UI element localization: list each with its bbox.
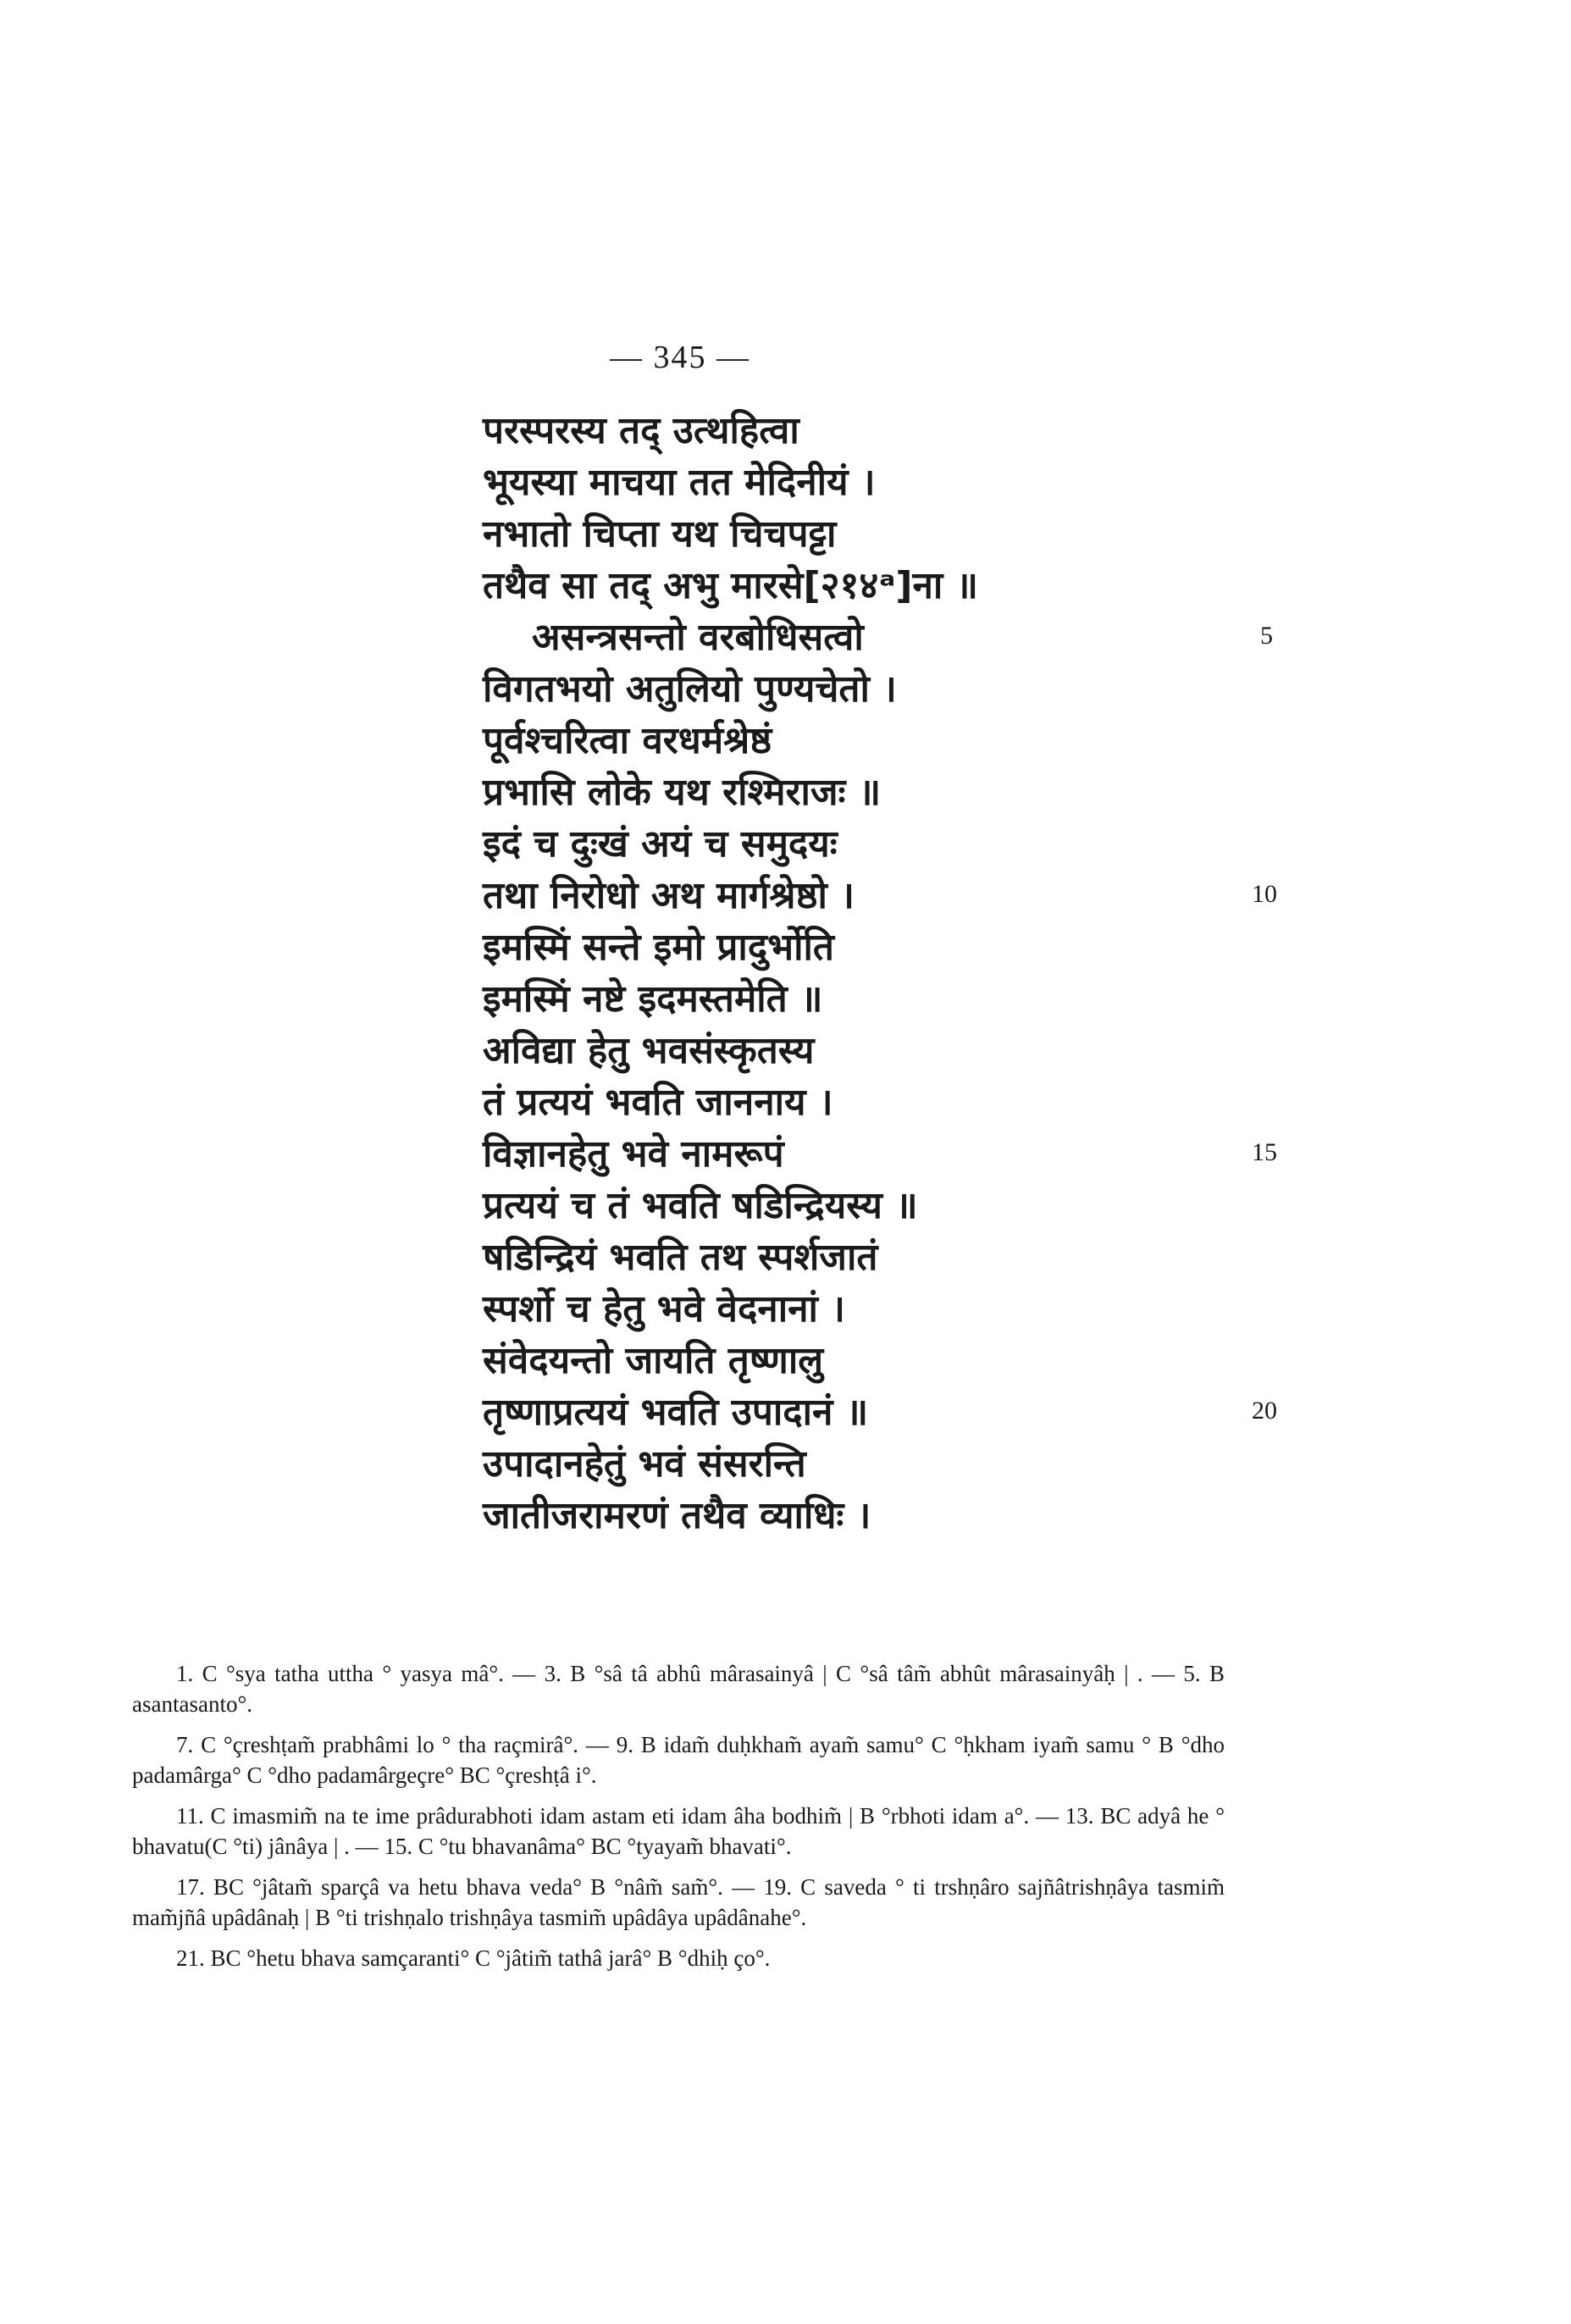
verse-line: तथैव सा तद् अभु मारसे[२१४ᵃ]ना ॥ (483, 564, 978, 607)
verse-line: तं प्रत्ययं भवति जाननाय । (483, 1081, 833, 1124)
footnote: 11. C imasmim̃ na te ime prâdurabhoti idam astam eti idam âha bodhim̃ | B °rbhoti idam a°. — 13. BC adyâ he ° bhavatu(C °ti) jânâya | . — 15. C °tu bhavanâma° BC °tyayam̃ bhavati°. (132, 1803, 1225, 1859)
verse-line: प्रभासि लोके यथ रश्मिराजः ॥ (483, 771, 882, 814)
verse-line: परस्परस्य तद् उत्थहित्वा (483, 409, 799, 452)
verse-line: अविद्या हेतु भवसंस्कृतस्य (483, 1029, 815, 1072)
verse-line: तथा निरोधो अथ मार्गश्रेष्ठो । (483, 874, 855, 917)
verse-line: असन्त्रसन्तो वरबोधिसत्वो (532, 616, 864, 659)
verse-line: संवेदयन्तो जायति तृष्णालु (483, 1339, 824, 1382)
verse-line: स्पर्शो च हेतु भवे वेदनानां । (483, 1287, 845, 1331)
verse-line: षडिन्द्रियं भवति तथ स्पर्शजातं (483, 1236, 878, 1279)
line-number: 10 (1252, 880, 1277, 908)
footnotes (132, 1658, 1225, 1984)
line-number: 5 (1260, 622, 1273, 650)
verse-line: प्रत्ययं च तं भवति षडिन्द्रियस्य ॥ (483, 1184, 918, 1227)
footnote: 21. BC °hetu bhava samçaranti° C °jâtim̃ tathâ jarâ° B °dhiḥ ço°. (176, 1945, 771, 1971)
verse-line: विगतभयो अतुलियो पुण्यचेतो । (483, 667, 897, 711)
verse-line: जातीजरामरणं तथैव व्याधिः । (483, 1494, 871, 1537)
verse-line: इमस्मिं नष्टे इदमस्तमेति ॥ (483, 977, 823, 1021)
footnote: 17. BC °jâtam̃ sparçâ va hetu bhava veda° B °nâm̃ sam̃°. — 19. C saveda ° ti trshṇâro sajñâtrishṇâya tasmim̃ mam̃jñâ upâdânaḥ | B °ti trishṇalo trishṇâya tasmim̃ upâdâya upâdânahe°. (132, 1874, 1225, 1930)
verse-line: इमस्मिं सन्ते इमो प्रादुर्भोति (483, 926, 834, 969)
verse-line: पूर्वश्चरित्वा वरधर्मश्रेष्ठं (483, 719, 772, 762)
verse-line: उपादानहेतुं भवं संसरन्ति (483, 1442, 806, 1486)
verse-line: नभातो चिप्ता यथ चिचपट्टा (483, 512, 837, 556)
verse-line: इदं च दुःखं अयं च समुदयः (483, 822, 838, 866)
line-number: 20 (1252, 1397, 1277, 1425)
page-number: — 345 — (610, 340, 750, 375)
verse-block (483, 405, 1330, 1541)
line-number: 15 (1252, 1138, 1277, 1166)
footnote: 7. C °çreshṭam̃ prabhâmi lo ° tha raçmirâ°. — 9. B idam̃ duḥkham̃ ayam̃ samu° C °ḥkham iyam̃ samu ° B °dho padamârga° C °dho padamârgeçre° BC °çreshṭâ i°. (132, 1732, 1225, 1788)
footnote: 1. C °sya tatha uttha ° yasya mâ°. — 3. B °sâ tâ abhû mârasainyâ | C °sâ tâm̃ abhût mârasainyâḥ | . — 5. B asantasanto°. (132, 1661, 1225, 1717)
verse-line: भूयस्या माचया तत मेदिनीयं । (483, 461, 876, 504)
verse-line: विज्ञानहेतु भवे नामरूपं (483, 1132, 784, 1176)
verse-line: तृष्णाप्रत्ययं भवति उपादानं ॥ (483, 1391, 869, 1434)
